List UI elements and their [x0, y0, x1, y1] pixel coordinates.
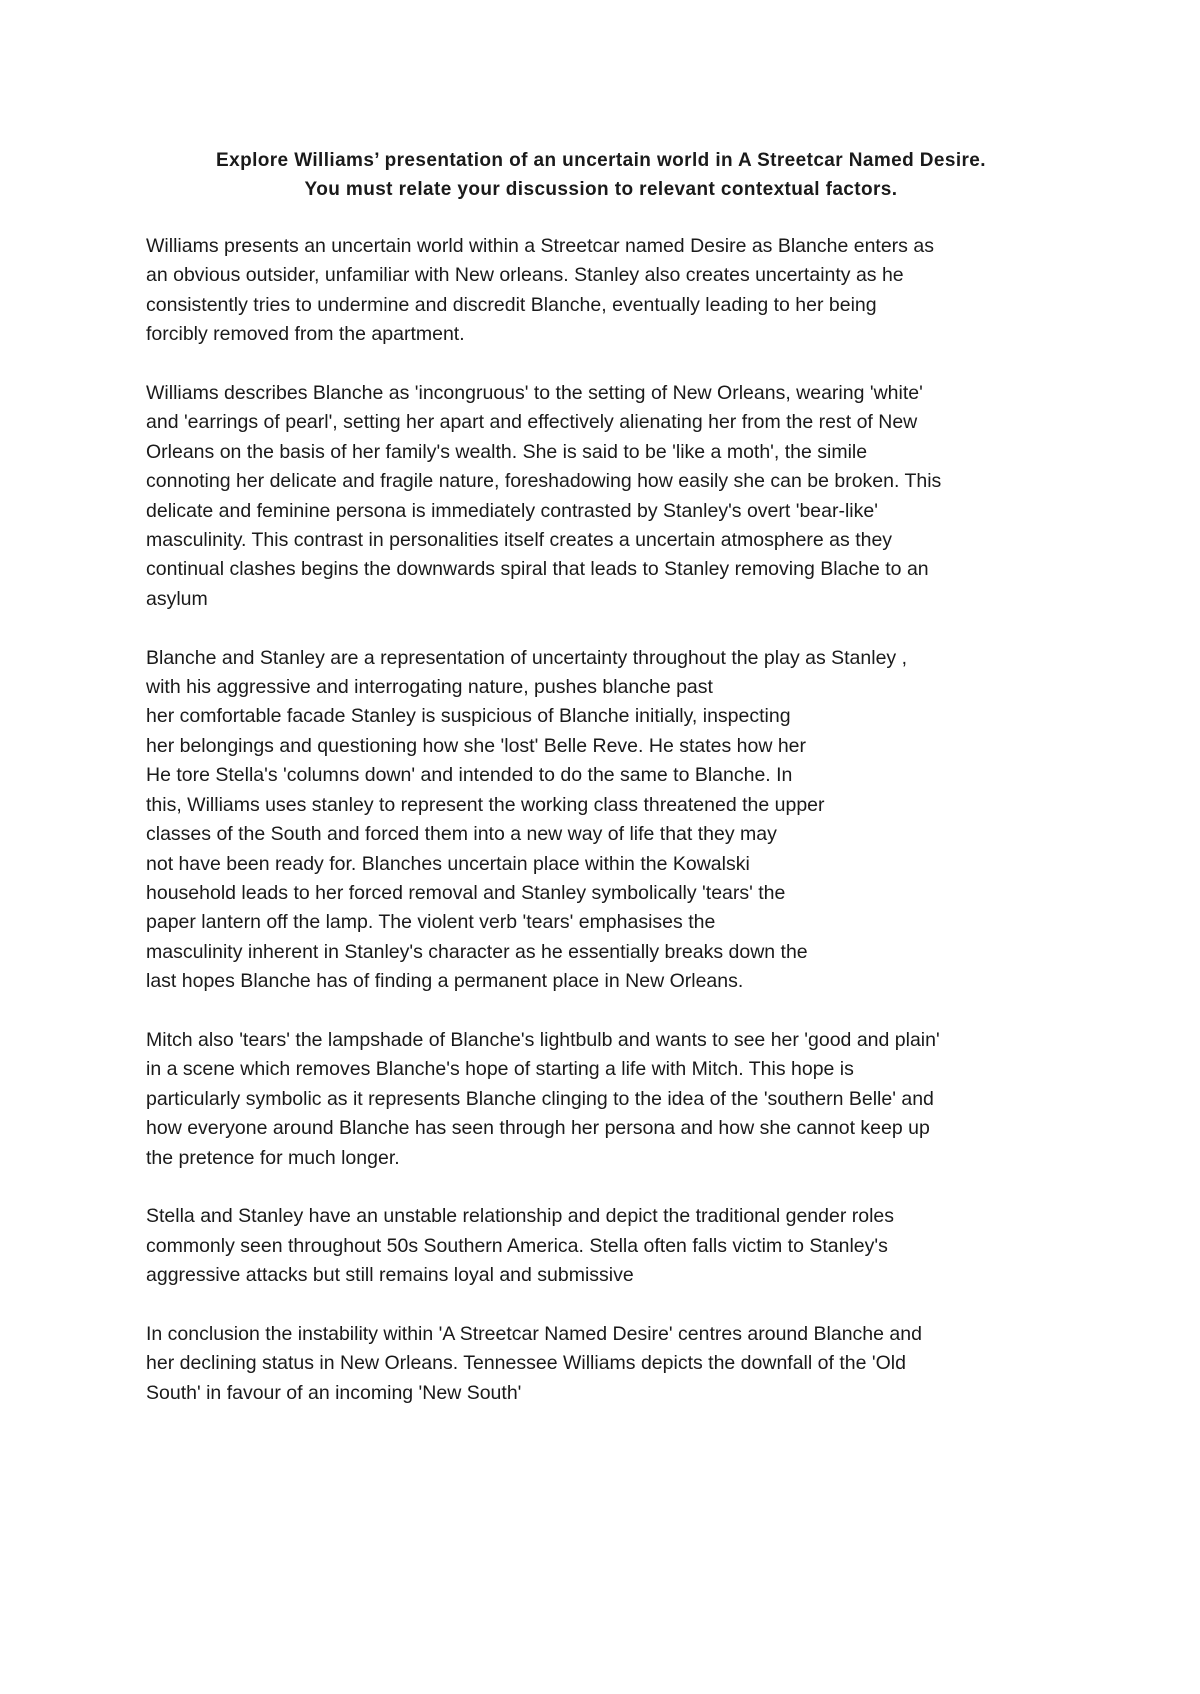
text-line: her declining status in New Orleans. Tennessee Williams depicts the downfall of the 'Old [146, 1352, 906, 1375]
text-line: an obvious outsider, unfamiliar with New orleans. Stanley also creates uncertainty as he [146, 264, 904, 287]
text-line: paper lantern off the lamp. The violent verb 'tears' emphasises the [146, 911, 716, 934]
text-line: in a scene which removes Blanche's hope of starting a life with Mitch. This hope is [146, 1058, 854, 1081]
text-line: Mitch also 'tears' the lampshade of Blanche's lightbulb and wants to see her 'good and plain' [146, 1028, 940, 1051]
title-line: Explore Williams’ presentation of an uncertain world in A Streetcar Named Desire. [216, 150, 986, 171]
text-line: with his aggressive and interrogating nature, pushes blanche past [146, 676, 713, 699]
text-line: consistently tries to undermine and discredit Blanche, eventually leading to her being [146, 293, 877, 316]
paragraph-conclusion [146, 1320, 1066, 1408]
text-line: He tore Stella's 'columns down' and intended to do the same to Blanche. In [146, 764, 793, 787]
text-line: asylum [146, 587, 208, 610]
text-line: connoting her delicate and fragile nature, foreshadowing how easily she can be broken. This [146, 470, 942, 493]
text-line: not have been ready for. Blanches uncertain place within the Kowalski [146, 852, 750, 875]
text-line: forcibly removed from the apartment. [146, 323, 465, 346]
text-line: commonly seen throughout 50s Southern America. Stella often falls victim to Stanley's [146, 1234, 888, 1257]
text-line: masculinity. This contrast in personalities itself creates a uncertain atmosphere as they [146, 529, 893, 552]
paragraph-mitch [146, 1026, 1066, 1173]
text-line: the pretence for much longer. [146, 1146, 400, 1169]
text-line: and 'earrings of pearl', setting her apart and effectively alienating her from the rest of New [146, 411, 918, 434]
text-line: last hopes Blanche has of finding a permanent place in New Orleans. [146, 970, 744, 993]
text-line: her comfortable facade Stanley is suspicious of Blanche initially, inspecting [146, 705, 791, 728]
text-line: Blanche and Stanley are a representation of uncertainty throughout the play as Stanley , [146, 646, 907, 669]
text-line: masculinity inherent in Stanley's character as he essentially breaks down the [146, 940, 808, 963]
paragraph-blanche-description [146, 379, 1066, 614]
paragraph-introduction [146, 232, 1066, 350]
text-line: South' in favour of an incoming 'New South' [146, 1381, 522, 1404]
paragraph-stella-stanley [146, 1202, 1066, 1290]
paragraph-blanche-stanley [146, 644, 1066, 997]
text-line: aggressive attacks but still remains loyal and submissive [146, 1264, 634, 1287]
text-line: classes of the South and forced them into a new way of life that they may [146, 823, 777, 846]
text-line: particularly symbolic as it represents Blanche clinging to the idea of the 'southern Belle' and [146, 1087, 934, 1110]
document-title [146, 146, 1056, 204]
text-line: Orleans on the basis of her family's wealth. She is said to be 'like a moth', the simile [146, 440, 868, 463]
text-line: Williams describes Blanche as 'incongruous' to the setting of New Orleans, wearing 'white' [146, 382, 923, 405]
text-line: this, Williams uses stanley to represent the working class threatened the upper [146, 793, 825, 816]
title-line: You must relate your discussion to relevant contextual factors. [304, 179, 898, 200]
text-line: her belongings and questioning how she 'lost' Belle Reve. He states how her [146, 734, 807, 757]
text-line: Stella and Stanley have an unstable relationship and depict the traditional gender roles [146, 1205, 895, 1228]
text-line: In conclusion the instability within 'A Streetcar Named Desire' centres around Blanche and [146, 1322, 922, 1345]
text-line: continual clashes begins the downwards spiral that leads to Stanley removing Blache to an [146, 558, 929, 581]
text-line: delicate and feminine persona is immediately contrasted by Stanley's overt 'bear-like' [146, 499, 878, 522]
text-line: Williams presents an uncertain world within a Streetcar named Desire as Blanche enters as [146, 235, 934, 257]
text-line: household leads to her forced removal and Stanley symbolically 'tears' the [146, 881, 786, 904]
essay-body [146, 232, 1066, 1438]
text-line: how everyone around Blanche has seen through her persona and how she cannot keep up [146, 1117, 930, 1140]
